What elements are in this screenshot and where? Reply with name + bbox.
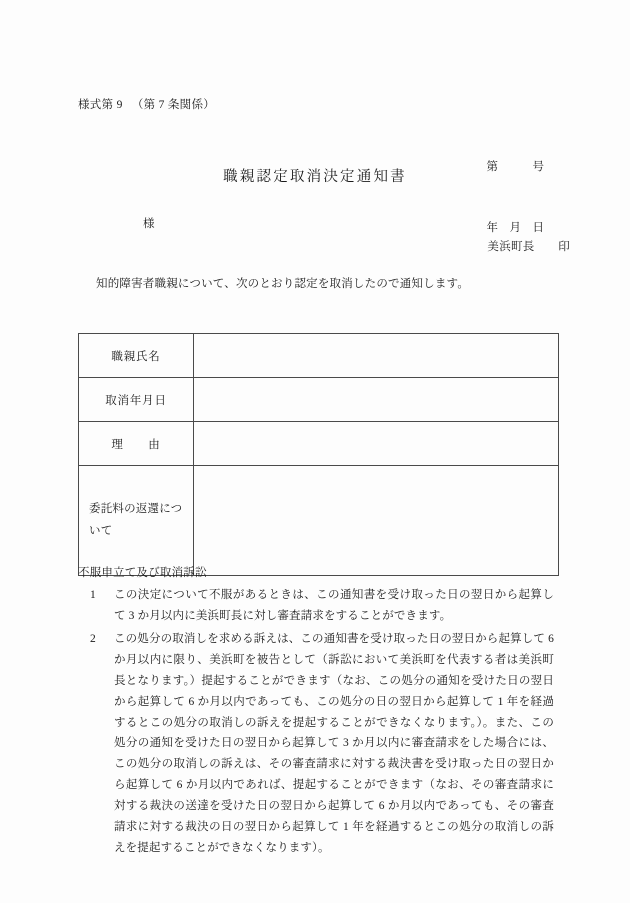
table-row <box>79 466 559 576</box>
table-value-cancel-date[interactable] <box>194 378 559 422</box>
list-item <box>88 585 554 627</box>
date-label: 年 月 日 <box>486 221 544 234</box>
notification-table <box>78 333 559 576</box>
appeal-item-number: 2 <box>90 632 96 645</box>
intro-sentence: 知的障害者職親について、次のとおり認定を取消したので通知します。 <box>96 278 470 290</box>
list-item <box>88 629 554 859</box>
serial-number-label: 第 号 <box>486 161 544 174</box>
table-value-refund[interactable] <box>194 466 559 576</box>
table-row <box>79 334 559 378</box>
addressee-honorific: 様 <box>143 218 155 230</box>
table-row <box>79 422 559 466</box>
table-value-name[interactable] <box>194 334 559 378</box>
appeal-list <box>88 585 554 861</box>
table-label-cancel-date: 取消年月日 <box>79 378 194 422</box>
appeal-section-heading: 不服申立て及び取消訴訟 <box>78 567 207 579</box>
issuer-name: 美浜町長 印 <box>487 241 570 253</box>
appeal-item-text: この決定について不服があるときは、この通知書を受け取った日の翌日から起算して 3 か月以内に美浜町長に対し審査請求をすることができます。 <box>114 589 554 622</box>
page-title: 職親認定取消決定通知書 <box>223 169 407 185</box>
table-label-name: 職親氏名 <box>79 334 194 378</box>
appeal-item-text: この処分の取消しを求める訴えは、この通知書を受け取った日の翌日から起算して 6 か月以内に限り、美浜町を被告として（訴訟において美浜町を代表する者は美浜町長となります。）提起することができます（なお、この処分の通知を受けた日の翌日から起算して 6 か月以内であっても、この処分の日の翌日から起算して 1 年を経過するとこの処分の取消しの訴えを提起することができなくなります。）。また、この処分の通知を受けた日の翌日から起算して 3 か月以内に審査請求をした場合には、この処分の取消しの訴えは、その審査請求に対する裁決書を受け取った日の翌日から起算して 6 か月以内であれば、提起することができます（なお、その審査請求に対する裁決の送達を受けた日の翌日から起算して 6 か月以内であっても、その審査請求に対する裁決の日の翌日から起算して 1 年を経過するとこの処分の取消しの訴えを提起することができなくなります）。 <box>114 632 554 855</box>
table-label-refund: 委託料の返還について <box>79 466 194 576</box>
appeal-item-number: 1 <box>90 589 96 601</box>
form-number: 様式第 9 （第 7 条関係） <box>78 99 216 111</box>
table-label-reason: 理 由 <box>79 422 194 466</box>
table-row <box>79 378 559 422</box>
table-value-reason[interactable] <box>194 422 559 466</box>
